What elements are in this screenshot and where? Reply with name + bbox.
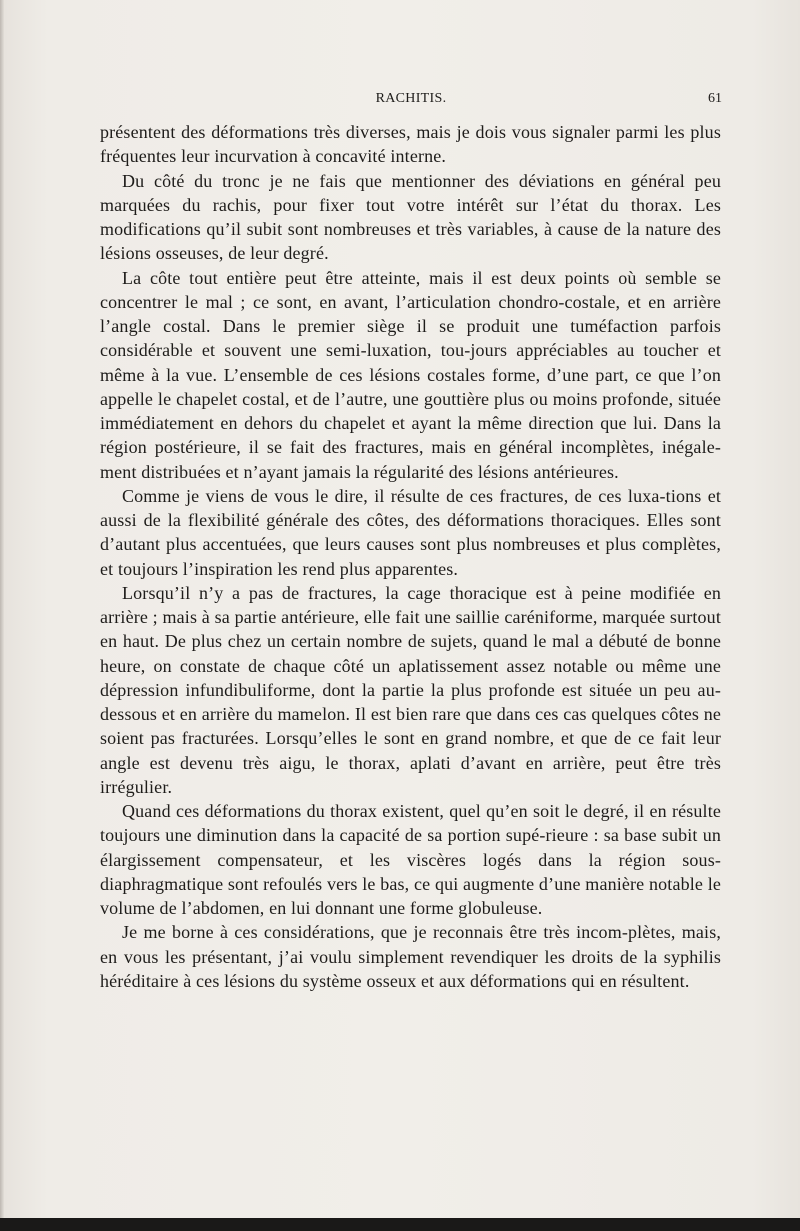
paragraph: La côte tout entière peut être atteinte, mais il est deux points où semble se concentrer le mal ; ce sont, en avant, l’articulation chondro-costale, et en arrière l’angle costal. Dans le premier siège il se produit une tuméfaction parfois considérable et souvent une semi-luxation, tou-jours appréciables au toucher et même à la vue. L’ensemble de ces lésions costales forme, d’une part, ce que l’on appelle le chapelet costal, et de l’autre, une gouttière plus ou moins profonde, située immédiatement en dehors du chapelet et ayant la même direction que lui. Dans la région postérieure, il se fait des fractures, mais en général incomplètes, inégale-ment distribuées et n’ayant jamais la régularité des lésions antérieures.: [100, 267, 721, 482]
paragraph: présentent des déformations très diverses, mais je dois vous signaler parmi les plus fréquentes leur incurvation à concavité interne.: [100, 122, 721, 167]
paragraph: Je me borne à ces considérations, que je reconnais être très incom-plètes, mais, en vous les présentant, j’ai voulu simplement revendiquer les droits de la syphilis héréditaire à ces lésions du système osseux et aux déformations qui en résultent.: [100, 922, 721, 991]
paragraph: Comme je viens de vous le dire, il résulte de ces fractures, de ces luxa-tions et aussi de la flexibilité générale des côtes, des déformations thoraciques. Elles sont d’autant plus accentuées, que leurs causes sont plus nombreuses et plus complètes, et toujours l’inspiration les rend plus apparentes.: [100, 485, 721, 579]
paragraph: Lorsqu’il n’y a pas de fractures, la cage thoracique est à peine modifiée en arrière ; mais à sa partie antérieure, elle fait une saillie caréniforme, marquée surtout en haut. De plus chez un certain nombre de sujets, quand le mal a débuté de bonne heure, on constate de chaque côté un aplatissement assez notable ou même une dépression infundibuliforme, dont la partie la plus profonde est située un peu au-dessous et en arrière du mamelon. Il est bien rare que dans ces cas quelques côtes ne soient pas fracturées. Lorsqu’elles le sont en grand nombre, et que de ce fait leur angle est devenu très aigu, le thorax, aplati d’avant en arrière, peut être très irrégulier.: [100, 582, 721, 797]
running-title: RACHITIS.: [375, 91, 447, 106]
paragraph: Du côté du tronc je ne fais que mentionner des déviations en général peu marquées du rachis, pour fixer tout votre intérêt sur l’état du thorax. Les modifications qu’il subit sont nombreuses et très variables, à cause de la nature des lésions osseuses, de leur degré.: [100, 170, 721, 264]
page-left-edge: [0, 0, 4, 1231]
running-head: [100, 91, 722, 111]
scan-bottom-border: [0, 1218, 800, 1231]
paragraph: Quand ces déformations du thorax existent, quel qu’en soit le degré, il en résulte toujours une diminution dans la capacité de sa portion supé-rieure : sa base subit un élargissement compensateur, et les viscères logés dans la région sous-diaphragmatique sont refoulés vers le bas, ce qui augmente d’une manière notable le volume de l’abdomen, en lui donnant une forme globuleuse.: [100, 801, 721, 918]
page-number: 61: [708, 91, 722, 106]
body-text: [100, 120, 721, 993]
